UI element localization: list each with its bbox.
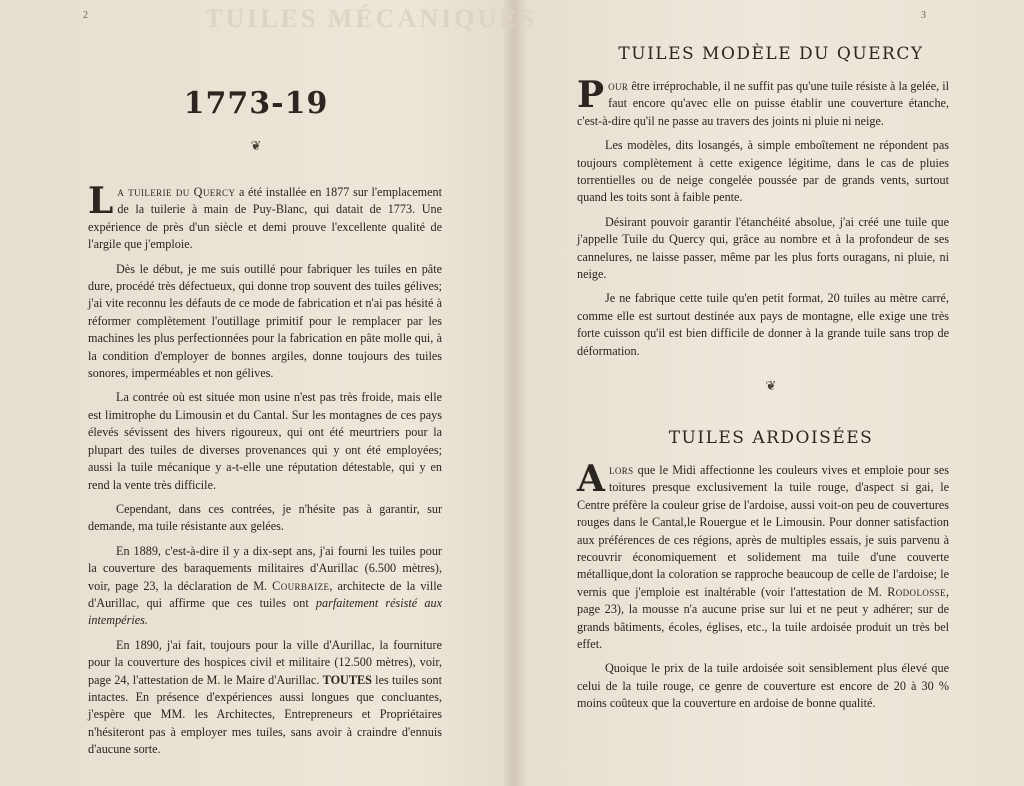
paragraph-text: En 1890, j'ai fait, toujours pour la ville d'Aurillac, la fourniture pour la couverture des hospices civil et militaire (12.500 mètres), voir, page 24, l'attestation de M. le Maire d'Aurillac. [88,637,442,687]
section1-body-text [577,74,949,367]
section2-body-text [577,458,949,720]
page-number-left: 2 [83,10,88,21]
person-name: Rodolosse [887,584,946,599]
paragraph [88,180,442,254]
paragraph-text: En 1889, c'est-à-dire il y a dix-sept ans, j'ai fourni les tuiles pour la couverture des baraquements militaires d'Aurillac (6.500 mètres), voir, page 23, la déclaration de M. [88,543,442,593]
page-title-year: 1773-19 [183,86,329,121]
fleuron-ornament-icon: ❦ [250,138,262,153]
paragraph [577,74,949,130]
paragraph-text: a été installée en 1877 sur l'emplacement de la tuilerie à main de Puy-Blanc, qui datait de 1773. Une expérience de près d'un siècle et demi prouve l'excellente qualité de l'argile que j'emploie. [88,185,442,252]
right-page [518,0,1024,786]
paragraph-text: être irréprochable, il ne suffit pas qu'une tuile résiste à la gelée, il faut encore qu'avec elle on puisse établir une couverture étanche, c'est-à-dire qu'il ne passe au travers des joints ni pluie ni neige. [577,79,949,128]
paragraph [88,637,442,759]
italic-quote: parfaitement résisté aux intempéries. [88,595,442,628]
paragraph-text: , page 23), la mousse n'a aucune prise sur lui et ne peut y adhérer; sur de grands bâtiments, écoles, églises, etc., la tuile ardoisée produit un très bel effet. [577,584,949,652]
drop-cap: A [577,458,605,500]
paragraph-text: les tuiles sont intactes. En présence d'expériences aussi longues que concluantes, j'espère que MM. les Architectes, Entrepreneurs et Propriétaires n'hésiteront pas à employer mes tuiles, sans avoir à craindre d'ennuis d'aucune sorte. [88,672,442,757]
drop-cap: P [577,74,605,116]
section-title-ardoisees: TUILES ARDOISÉES [668,428,874,448]
paragraph-text: , architecte de la ville d'Aurillac, qui affirme que ces tuiles ont [88,578,443,610]
page-number-right: 3 [921,10,926,21]
paragraph: Quoique le prix de la tuile ardoisée soit sensiblement plus élevé que celui de la tuile rouge, ce genre de couverture est encore de 20 à 30 % moins coûteux que la couverture en ardoise de bonne qualité. [577,661,949,711]
left-body-text [88,180,443,766]
paragraph [577,458,949,653]
paragraph: Les modèles, dits losangés, à simple emboîtement ne répondent pas toujours complètement à cette exigence légitime, dans le cas de pluies torrentielles ou de neige congelée poussée par de grands vents, surtout quand les toits sont à faible pente. [577,138,949,205]
person-name: Courbaize [272,578,330,593]
paragraph: Cependant, dans ces contrées, je n'hésite pas à garantir, sur demande, ma tuile résistante aux gelées. [88,501,442,534]
lead-in: lors [608,463,634,477]
paragraph: Je ne fabrique cette tuile qu'en petit format, 20 tuiles au mètre carré, comme elle est surtout destinée aux pays de montagne, elle exige une très forte cuisson qu'il est bien difficile de donner à la grande tuile sans trop de déformation. [577,291,949,358]
emphasis-caps: TOUTES [322,672,372,687]
paragraph [88,543,442,630]
drop-cap: L [88,180,114,222]
lead-in: a tuilerie du Quercy [117,185,236,199]
lead-in: our [608,79,629,93]
fleuron-ornament-icon: ❦ [765,378,777,393]
section-title-quercy: TUILES MODÈLE DU QUERCY [618,44,924,64]
paragraph-text: que le Midi affectionne les couleurs vives et emploie pour ses toitures presque exclusivement la tuile rouge, d'aspect si gai, le Centre préfère la couleur grise de l'ardoise, aussi voit-on peu de couvertures rouges dans le Cantal,le Rouergue et le Limousin. Pour donner satisfaction aux préférences de ces régions, après de multiples essais, je suis parvenu à recouvrir économiquement et solidement ma tuile d'une couverte métallique,dont la coloration se rapproche beaucoup de celle de l'ardoise; le vernis que j'emploie est inaltérable (voir l'attestation de M. [577,463,949,599]
show-through-header: TUILES MÉCANIQUES [205,4,538,33]
paragraph: Désirant pouvoir garantir l'étanchéité absolue, j'ai créé une tuile que j'appelle Tuile du Quercy qui, grâce au nombre et à la profondeur de ses cannelures, ne laisse passer, même par les plus forts ouragans, ni pluie, ni neige. [577,214,949,282]
paragraph: Dès le début, je me suis outillé pour fabriquer les tuiles en pâte dure, procédé très défectueux, qui donne trop souvent des tuiles gélives; j'ai vite reconnu les défauts de ce mode de fabrication et n'ai pas hésité à réformer complètement l'outillage primitif pour le remplacer par les machines les plus perfectionnées pour la fabrication en pâte molle qui, à la condition d'employer de bonnes argiles, donne toujours des tuiles sonores, imperméables et non gélives. [88,261,442,381]
paragraph: La contrée où est située mon usine n'est pas très froide, mais elle est limitrophe du Limousin et du Cantal. Sur les montagnes de ces pays élevés sévissent des hivers rigoureux, qui ont été meurtriers pour la plupart des tuiles de diverses provenances qui y ont été employées; aussi la tuile mécanique y a-t-elle une réputation détestable, qui y en rend la vente très difficile. [88,390,442,492]
